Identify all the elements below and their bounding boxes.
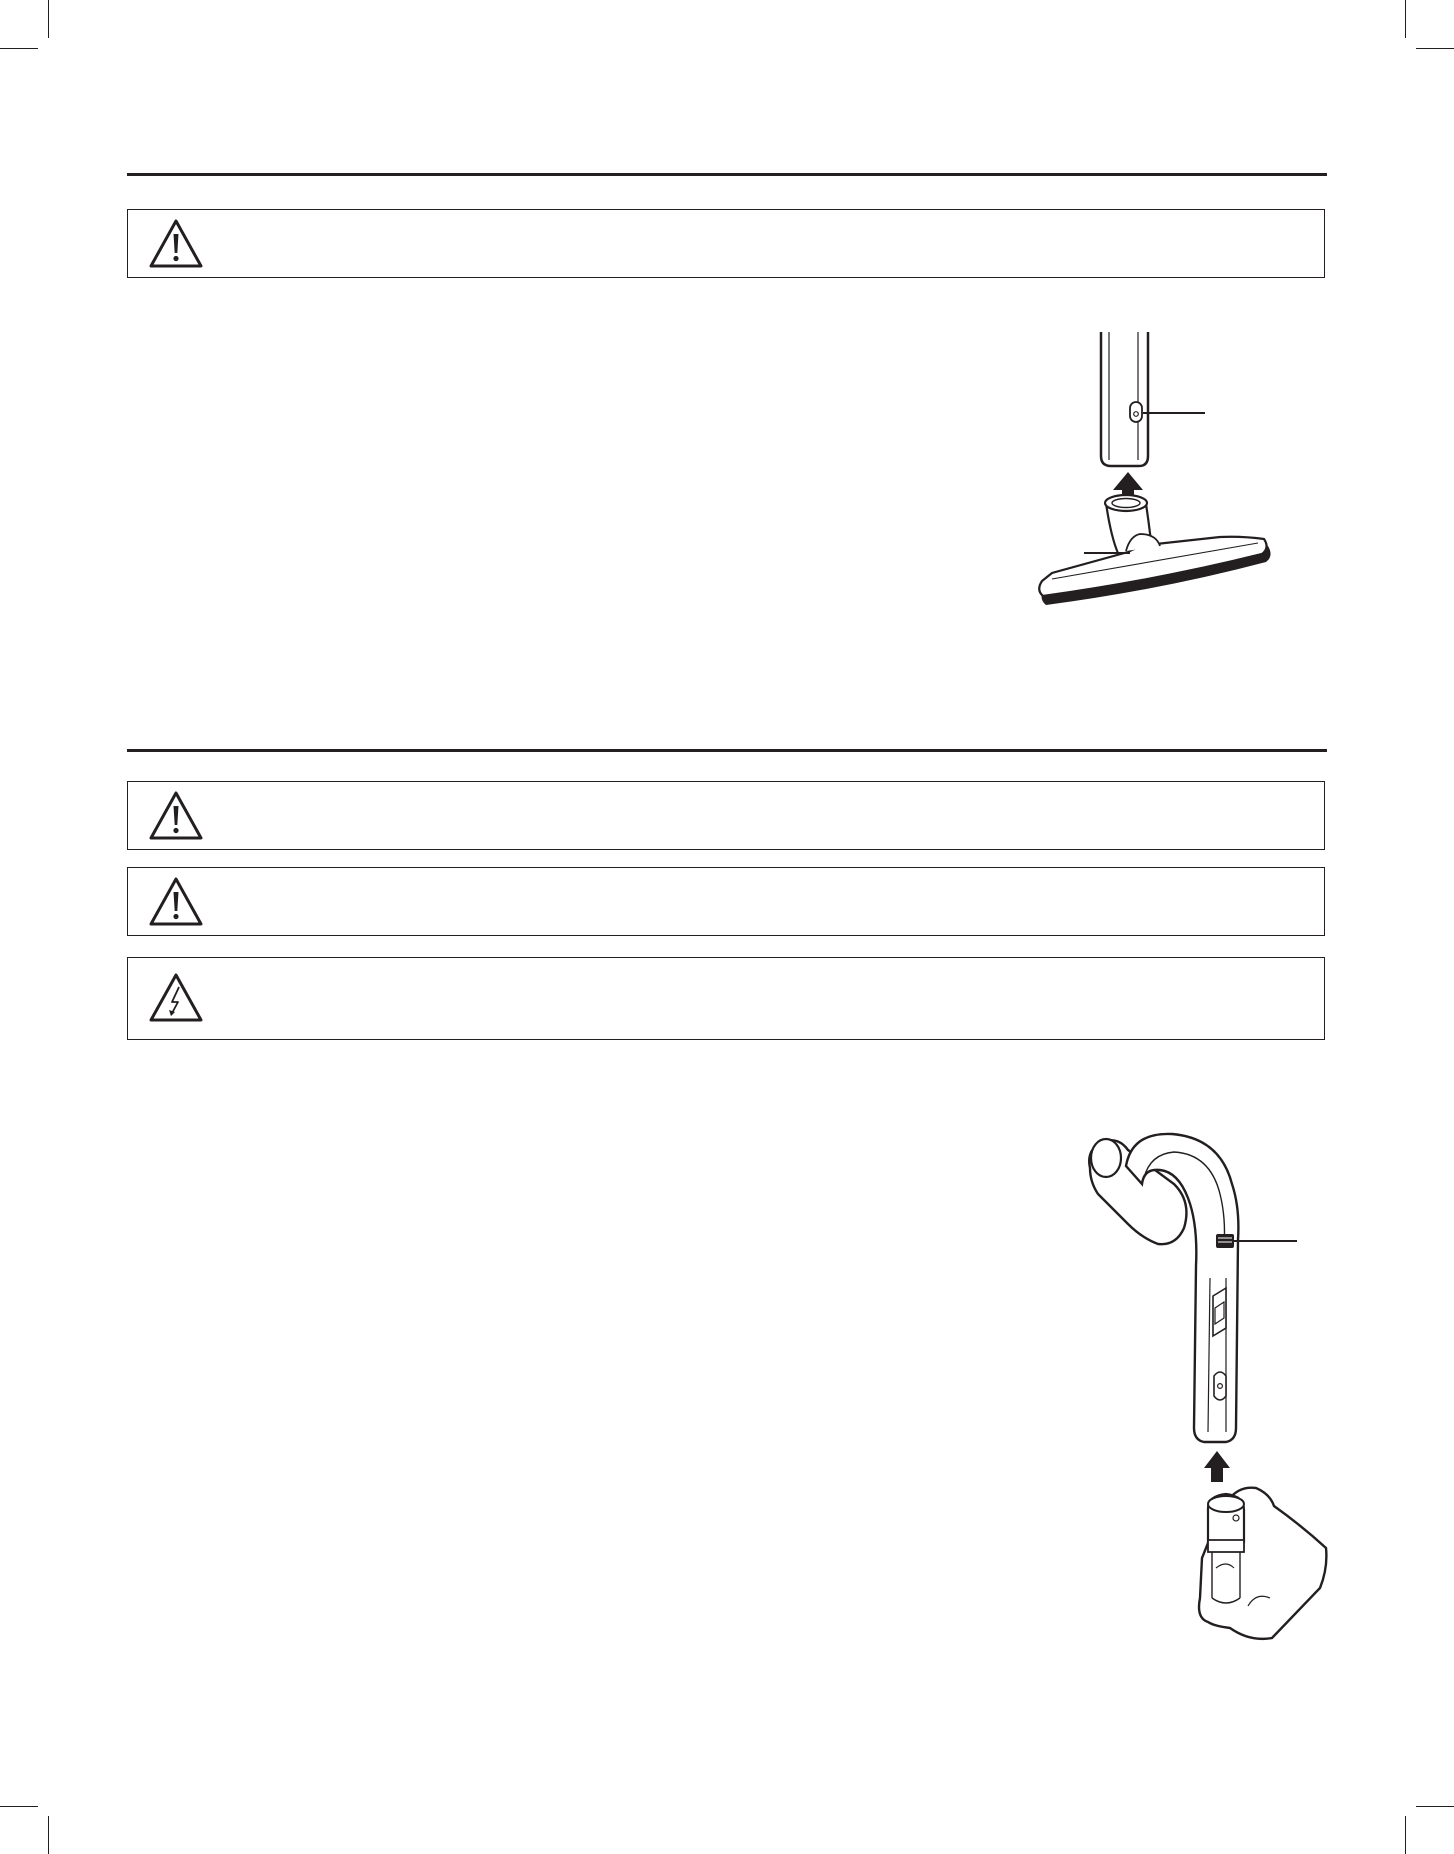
warning-box (127, 209, 1325, 278)
exclamation-triangle-icon (148, 876, 204, 928)
warning-box (127, 867, 1325, 936)
exclamation-triangle-icon (148, 218, 204, 270)
section-divider (127, 749, 1327, 752)
brush-head (1039, 534, 1270, 605)
electric-shock-triangle-icon (148, 972, 204, 1024)
floor-brush-attachment-illustration (1030, 328, 1290, 630)
warning-box (127, 781, 1325, 850)
hose-handle (1089, 1134, 1238, 1442)
hose-handle-attachment-illustration (1080, 1128, 1340, 1648)
wand-tube (1101, 332, 1148, 466)
up-arrow-icon (1204, 1451, 1230, 1482)
section-divider (127, 173, 1327, 176)
warning-box (127, 957, 1325, 1040)
exclamation-triangle-icon (148, 790, 204, 842)
hose-connector (1199, 1488, 1326, 1639)
